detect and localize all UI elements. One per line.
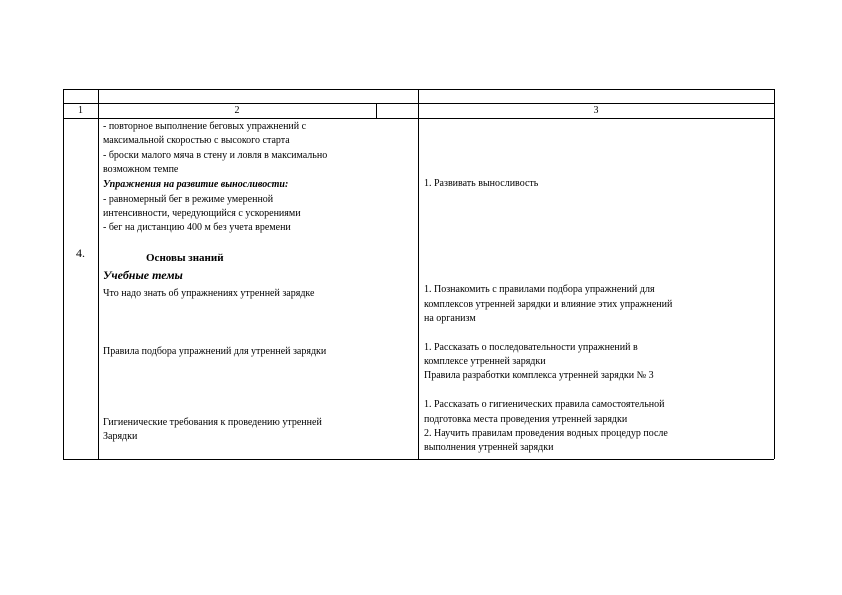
row-number: 4. (76, 246, 85, 260)
column-divider-2 (418, 89, 419, 459)
column-divider-1 (98, 89, 99, 459)
header-subdivider (376, 103, 377, 118)
table-border-left (63, 89, 64, 459)
goal-2-line-3: на организм (424, 313, 476, 324)
exercise-line-3: - броски малого мяча в стену и ловля в максимально (103, 150, 328, 161)
goal-4-line-3: 2. Научить правилам проведения водных процедур после (424, 428, 668, 439)
exercise-line-2: максимальной скоростью с высокого старта (103, 135, 290, 146)
goal-3-line-2: комплексе утренней зарядки (424, 356, 546, 367)
table-border-right (774, 89, 775, 459)
endurance-heading: Упражнения на развитие выносливости: (103, 179, 289, 190)
topics-title: Учебные темы (103, 268, 183, 282)
exercise-line-8: - бег на дистанцию 400 м без учета времени (103, 222, 291, 233)
topic-3-line-1: Гигиенические требования к проведению утренней (103, 417, 322, 428)
goal-2-line-2: комплексов утренней зарядки и влияние этих упражнений (424, 299, 673, 310)
section-title: Основы знаний (146, 252, 224, 264)
header-col-1: 1 (78, 105, 83, 116)
goal-4-line-4: выполнения утренней зарядки (424, 442, 554, 453)
exercise-line-6: - равномерный бег в режиме умеренной (103, 194, 274, 205)
header-col-2: 2 (234, 105, 240, 116)
exercise-line-1: - повторное выполнение беговых упражнений с (103, 121, 307, 132)
goal-2-line-1: 1. Познакомить с правилами подбора упражнений для (424, 284, 655, 295)
goal-3-line-3: Правила разработки комплекса утренней зарядки № 3 (424, 370, 654, 381)
goal-3-line-1: 1. Рассказать о последовательности упражнений в (424, 342, 638, 353)
topic-2: Правила подбора упражнений для утренней зарядки (103, 346, 327, 357)
topic-1: Что надо знать об упражнениях утренней зарядке (103, 288, 315, 299)
exercise-line-7: интенсивности, чередующийся с ускорениями (103, 208, 301, 219)
header-col-3: 3 (593, 105, 599, 116)
table-border-bottom (63, 459, 774, 460)
goal-endurance: 1. Развивать выносливость (424, 178, 539, 189)
goal-4-line-2: подготовка места проведения утренней зарядки (424, 414, 628, 425)
exercise-line-4: возможном темпе (103, 164, 179, 175)
goal-4-line-1: 1. Рассказать о гигиенических правила самостоятельной (424, 399, 665, 410)
topic-3-line-2: Зарядки (103, 431, 138, 442)
